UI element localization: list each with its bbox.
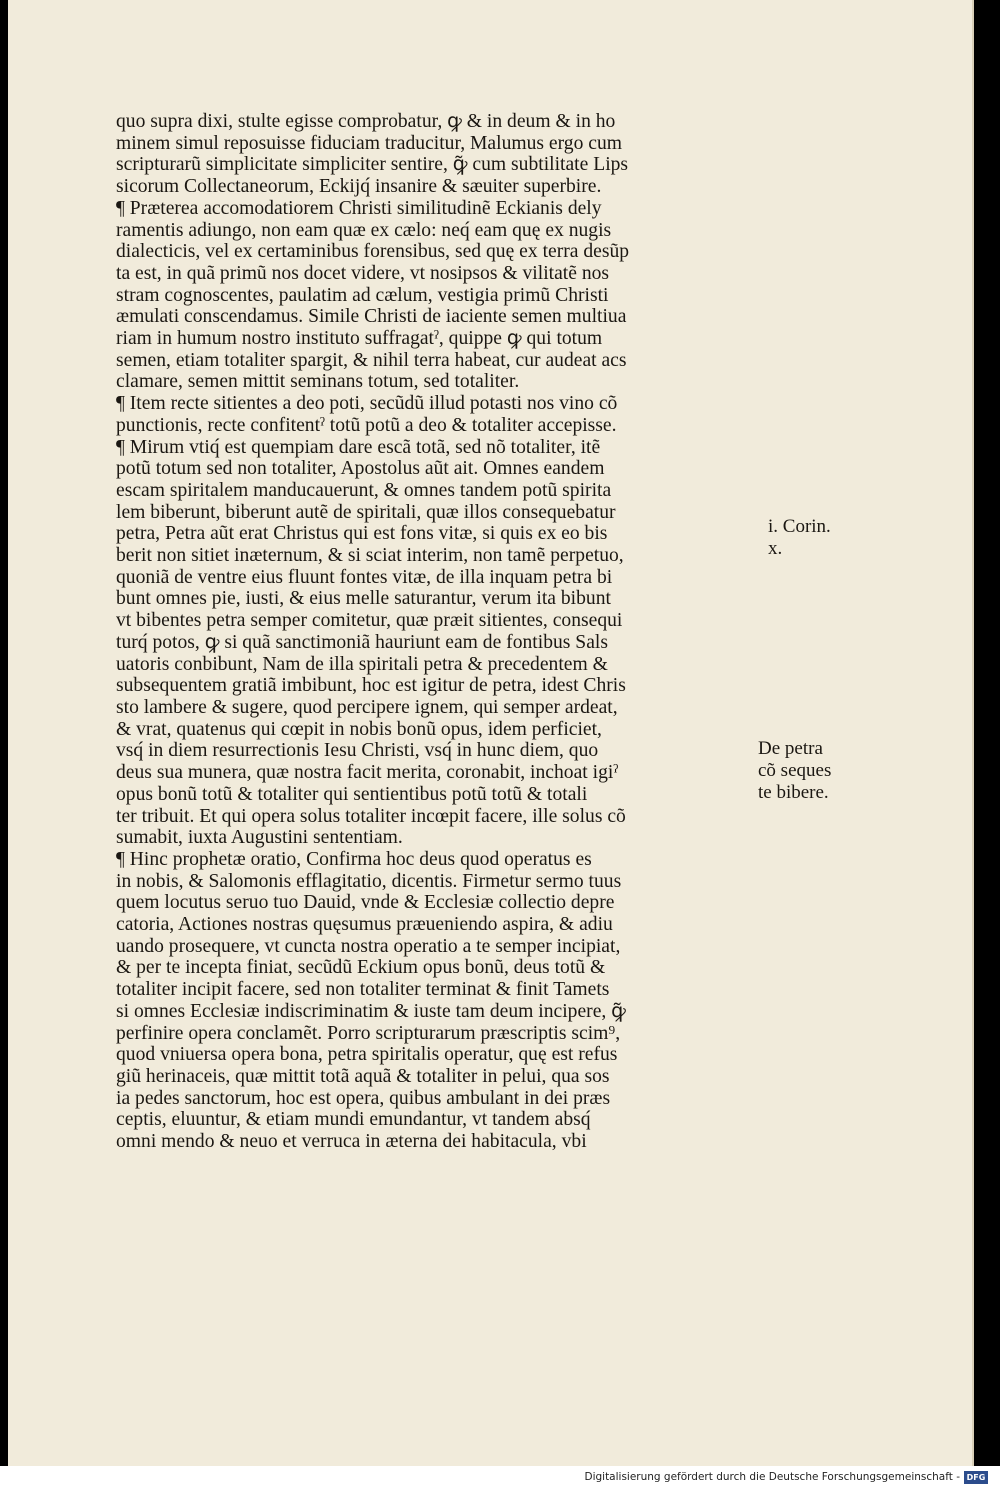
text-line: deus sua munera, quæ nostra facit merita, coronabit, inchoat igiˀ: [116, 762, 619, 784]
funding-credit: Digitalisierung gefördert durch die Deutsche Forschungsgemeinschaft -: [584, 1471, 960, 1483]
text-line: quem locutus seruo tuo Dauid, vnde & Ecclesiæ collectio depre: [116, 892, 615, 914]
dfg-logo: DFG: [964, 1471, 988, 1484]
text-line: ter tribuit. Et qui opera solus totaliter incœpit facere, ille solus cõ: [116, 805, 626, 827]
text-line: si omnes Ecclesiæ indiscriminatim & iuste tam deum incipere, ꝙ̃: [116, 1000, 626, 1022]
body-text: [116, 111, 771, 1153]
text-line: perfinire opera conclamẽt. Porro scripturarum præscriptis scim⁹,: [116, 1022, 621, 1044]
text-line: escam spiritalem manducauerunt, & omnes tandem potũ spirita: [116, 479, 612, 501]
text-line: catoria, Actiones nostras quęsumus præueniendo aspira, & adiu: [116, 914, 613, 936]
text-line: totaliter incipit facere, sed non totaliter terminat & finit Tamets: [116, 979, 610, 1001]
text-line: ceptis, eluuntur, & etiam mundi emundantur, vt tandem absq́: [116, 1109, 591, 1131]
text-line: petra, Petra aũt erat Christus qui est fons vitæ, si quis ex eo bis: [116, 523, 608, 545]
text-line: clamare, semen mittit seminans totum, sed totaliter.: [116, 371, 520, 393]
text-line: subsequentem gratiã imbibunt, hoc est igitur de petra, idest Chris: [116, 675, 626, 697]
margin-note-line: De petra: [758, 738, 823, 759]
margin-note-line: cõ seques: [758, 760, 832, 781]
text-line: stram cognoscentes, paulatim ad cælum, vestigia primũ Christi: [116, 284, 609, 306]
text-line: opus bonũ totũ & totaliter qui sentientibus potũ totũ & totali: [116, 783, 588, 805]
text-line: giũ herinaceis, quæ mittit totã aquã & totaliter in pelui, qua sos: [116, 1065, 610, 1087]
text-line: ia pedes sanctorum, hoc est opera, quibus ambulant in dei præs: [116, 1087, 611, 1109]
text-line: minem simul reposuisse fiduciam traducitur, Malumus ergo cum: [116, 132, 623, 154]
text-line: punctionis, recte confitentˀ totũ potũ a deo & totaliter accepisse.: [116, 414, 617, 436]
text-line: ¶ Præterea accomodatiorem Christi similitudinẽ Eckianis dely: [116, 197, 602, 219]
text-line: potũ totum sed non totaliter, Apostolus aũt ait. Omnes eandem: [116, 458, 605, 480]
text-line: quoniã de ventre eius fluunt fontes vitæ, de illa inquam petra bi: [116, 566, 613, 588]
text-line: ¶ Mirum vtiq́ est quempiam dare escã totã, sed nõ totaliter, itẽ: [116, 436, 601, 458]
margin-note-corinthians: [768, 516, 831, 560]
text-line: lem biberunt, biberunt autẽ de spiritali, quæ illos consequebatur: [116, 501, 616, 523]
text-line: ta est, in quã primũ nos docet videre, vt nosipsos & vilitatẽ nos: [116, 262, 610, 284]
margin-note-line: i. Corin.: [768, 516, 831, 537]
text-line: & vrat, quatenus qui cœpit in nobis bonũ opus, idem perficiet,: [116, 718, 602, 740]
text-line: quo supra dixi, stulte egisse comprobatur, ꝙ & in deum & in ho: [116, 111, 616, 132]
text-line: vsq́ in diem resurrectionis Iesu Christi, vsq́ in hunc diem, quo: [116, 740, 599, 762]
text-line: scripturarũ simplicitate simpliciter sentire, ꝙ̃ cum subtilitate Lips: [116, 154, 629, 176]
text-line: quod vniuersa opera bona, petra spiritalis operatur, quę est refus: [116, 1044, 618, 1066]
text-line: ¶ Hinc prophetæ oratio, Confirma hoc deus quod operatus es: [116, 848, 592, 870]
text-line: ¶ Item recte sitientes a deo poti, secũdũ illud potasti nos vino cõ: [116, 393, 618, 415]
text-line: sto lambere & sugere, quod percipere ignem, qui semper ardeat,: [116, 696, 618, 718]
text-line: & per te incepta finiat, secũdũ Eckium opus bonũ, deus totũ &: [116, 957, 606, 979]
text-line: dialecticis, vel ex certaminibus forensibus, sed quę ex terra desũp: [116, 241, 630, 263]
text-line: vt bibentes petra semper comitetur, quæ præit sitientes, consequi: [116, 610, 623, 632]
text-line: uando prosequere, vt cuncta nostra operatio a te semper incipiat,: [116, 935, 621, 957]
text-line: uatoris conbibunt, Nam de illa spiritali petra & precedentem &: [116, 653, 608, 675]
book-page: [8, 0, 974, 1466]
text-line: omni mendo & neuo et verruca in æterna dei habitacula, vbi: [116, 1131, 587, 1153]
text-line: ramentis adiungo, non eam quæ ex cælo: neq́ eam quę ex nugis: [116, 219, 612, 241]
text-line: turq́ potos, ꝙ si quã sanctimoniã hauriunt eam de fontibus Sals: [116, 631, 608, 653]
text-line: sicorum Collectaneorum, Eckijq́ insanire & sæuiter superbire.: [116, 176, 602, 198]
text-line: sumabit, iuxta Augustini sententiam.: [116, 827, 403, 849]
margin-note-line: te bibere.: [758, 782, 829, 803]
text-line: berit non sitiet inæternum, & si sciat interim, non tamẽ perpetuo,: [116, 545, 624, 567]
text-line: riam in humum nostro instituto suffragatˀ, quippe ꝙ qui totum: [116, 328, 603, 350]
text-line: bunt omnes pie, iusti, & eius melle saturantur, verum ita bibunt: [116, 588, 611, 610]
text-line: semen, etiam totaliter spargit, & nihil terra habeat, cur audeat acs: [116, 349, 627, 371]
text-line: in nobis, & Salomonis efflagitatio, dicentis. Firmetur sermo tuus: [116, 870, 622, 892]
margin-note-de-petra: [758, 738, 831, 804]
margin-note-line: x.: [768, 538, 783, 559]
text-line: æmulati conscendamus. Simile Christi de iaciente semen multiua: [116, 306, 627, 328]
footer-bar: [0, 1466, 1000, 1491]
